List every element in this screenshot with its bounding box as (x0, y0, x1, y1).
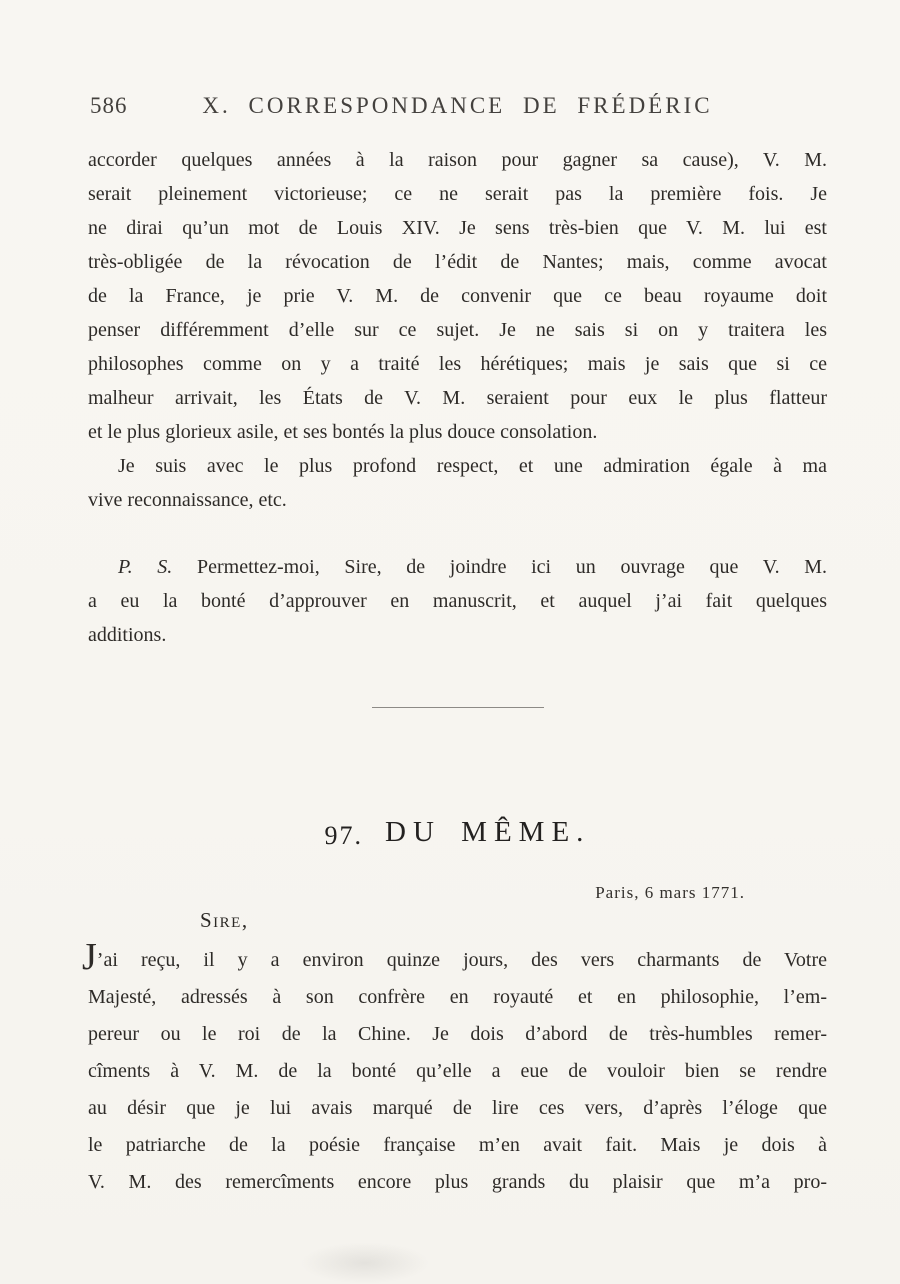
text-line: et le plus glorieux asile, et ses bontés la plus douce consolation. (88, 421, 598, 443)
text-line: ne dirai qu’un mot de Louis XIV. Je sens très-bien que V. M. lui est (88, 217, 827, 239)
text-line: Je suis avec le plus profond respect, et une admiration égale à ma (118, 455, 827, 477)
text-line: cîments à V. M. de la bonté qu’elle a eue de vouloir bien se rendre (88, 1060, 827, 1082)
text-line: Majesté, adressés à son confrère en royauté et en philosophie, l’em- (88, 986, 827, 1008)
closing-paragraph (88, 449, 827, 517)
paragraph-continuation (88, 143, 827, 449)
letter-first-line-text: ’ai reçu, il y a environ quinze jours, des vers charmants de Votre (96, 949, 827, 971)
running-header (88, 0, 827, 120)
text-line: penser différemment d’elle sur ce sujet. Je ne sais si on y traitera les (88, 319, 827, 341)
postscript-first-line-text: Permettez-moi, Sire, de joindre ici un ouvrage que V. M. (196, 556, 828, 578)
letter-number: 97. (324, 821, 364, 850)
text-line: philosophes comme on y a traité les hérétiques; mais je sais que si ce (88, 353, 827, 375)
postscript-label: P. S. (118, 556, 173, 578)
section-divider (372, 707, 544, 708)
drop-cap-initial: J (82, 936, 97, 978)
text-line: accorder quelques années à la raison pour gagner sa cause), V. M. (88, 149, 827, 171)
postscript-paragraph (88, 550, 827, 652)
page-number: 586 (90, 93, 128, 118)
letter-first-line (82, 936, 827, 979)
text-line: malheur arrivait, les États de V. M. seraient pour eux le plus flatteur (88, 387, 827, 409)
scan-smudge (300, 1242, 430, 1284)
text-line: le patriarche de la poésie française m’en avait fait. Mais je dois à (88, 1134, 827, 1156)
letter-title: DU MÊME. (385, 816, 591, 848)
postscript-lines (88, 584, 827, 652)
text-line: serait pleinement victorieuse; ce ne serait pas la première fois. Je (88, 183, 827, 205)
running-header-title: X. CORRESPONDANCE DE FRÉDÉRIC (202, 93, 713, 118)
letter-heading (88, 812, 827, 857)
text-line: de la France, je prie V. M. de convenir que ce beau royaume doit (88, 285, 827, 307)
dateline: Paris, 6 mars 1771. (595, 883, 745, 902)
text-line: pereur ou le roi de la Chine. Je dois d’abord de très-humbles remer- (88, 1023, 827, 1045)
letter-lines (88, 979, 827, 1201)
text-line: a eu la bonté d’approuver en manuscrit, et auquel j’ai fait quelques (88, 590, 827, 612)
postscript-first-line (88, 550, 827, 584)
text-line: V. M. des remercîments encore plus grands du plaisir que m’a pro- (88, 1171, 827, 1193)
letter-body (82, 936, 827, 1201)
text-line: très-obligée de la révocation de l’édit de Nantes; mais, comme avocat (88, 251, 827, 273)
text-line: vive reconnaissance, etc. (88, 489, 287, 511)
text-line: additions. (88, 624, 167, 646)
salutation: Sire, (200, 908, 249, 932)
text-line: au désir que je lui avais marqué de lire ces vers, d’après l’éloge que (88, 1097, 827, 1119)
